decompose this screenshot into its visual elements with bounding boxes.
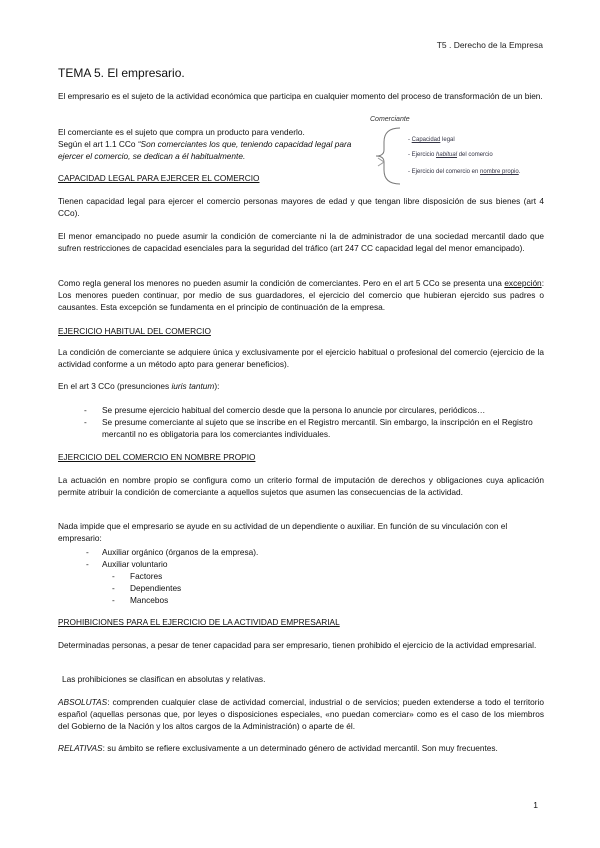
sec4-paragraph-2: Las prohibiciones se clasifican en absolutas y relativas. bbox=[62, 674, 266, 684]
p3-text-b: : Los menores pueden continuar, por medio de sus guardadores, el ejercicio del comercio que hubieran ejercido sus padres o causantes. Esta excepción se fundamenta en el principio de continuación de la empresa. bbox=[58, 278, 544, 312]
page-title: TEMA 5. El empresario. bbox=[58, 66, 185, 80]
dependientes: Dependientes bbox=[130, 583, 182, 593]
auxiliar-item-2: - Auxiliar voluntario bbox=[86, 559, 168, 569]
diagram-item-nombre-propio: - Ejercicio del comercio en nombre propio. bbox=[408, 169, 521, 175]
p3-text-a: Como regla general los menores no pueden asumir la condición de comerciantes. Pero en el art 5 CCo se presenta una bbox=[58, 278, 505, 288]
section-heading-habitual: EJERCICIO HABITUAL DEL COMERCIO bbox=[58, 326, 211, 336]
diagram-item-habitual: - Ejercicio habitual del comercio bbox=[408, 152, 493, 158]
subitem-3: - Mancebos bbox=[112, 595, 169, 605]
diagram-title: Comerciante bbox=[370, 116, 410, 123]
auxiliar-voluntario: Auxiliar voluntario bbox=[102, 559, 168, 569]
section-heading-capacidad: CAPACIDAD LEGAL PARA EJERCER EL COMERCIO bbox=[58, 173, 260, 183]
article-ref: Según el art 1.1 CCo bbox=[58, 139, 138, 149]
sec4-paragraph-1: Determinadas personas, a pesar de tener capacidad para ser empresario, tienen prohibido el ejercicio de la actividad empresarial. bbox=[58, 640, 537, 650]
factores: Factores bbox=[130, 571, 163, 581]
bullet-2: - Se presume comerciante al sujeto que se inscribe en el Registro mercantil. Sin embargo, la inscripción en el Registro mercantil no es obligatoria para los comerciantes individuales. bbox=[84, 416, 544, 440]
relativas-text: : su ámbito se refiere exclusivamente a un determinado género de actividad mercantil. Son muy frecuentes. bbox=[102, 743, 498, 753]
sec2-paragraph-1: La condición de comerciante se adquiere única y exclusivamente por el ejercicio habitual o profesional del comercio (ejercicio de la actividad conforme a un método apto para generar beneficios). bbox=[58, 347, 544, 369]
section-heading-nombre-propio: EJERCICIO DEL COMERCIO EN NOMBRE PROPIO bbox=[58, 452, 256, 462]
article-quote: “Son comerciantes los que, teniendo capacidad legal para ejercer el comercio, se dedican a él habitualmente. bbox=[58, 139, 352, 161]
sec4-relativas bbox=[58, 742, 544, 754]
p3-excepcion: excepción bbox=[504, 278, 542, 288]
relativas-label: RELATIVAS bbox=[58, 743, 103, 753]
p2-text-a: En el art 3 CCo (presunciones bbox=[58, 381, 172, 391]
mancebos: Mancebos bbox=[130, 595, 169, 605]
auxiliar-item-1: - Auxiliar orgánico (órganos de la empresa). bbox=[86, 547, 259, 557]
sec4-absolutas bbox=[58, 696, 544, 732]
subitem-2: - Dependientes bbox=[112, 583, 182, 593]
sec1-paragraph-1: Tienen capacidad legal para ejercer el comercio personas mayores de edad y que tengan libre disposición de sus bienes (art 4 CCo). bbox=[58, 196, 544, 218]
p2-text-b: ): bbox=[214, 381, 220, 391]
iuris-tantum: iuris tantum bbox=[171, 381, 215, 391]
bullet-1-text: Se presume ejercicio habitual del comercio desde que la persona lo anuncie por circulares, periódicos… bbox=[102, 405, 486, 415]
sec1-paragraph-3 bbox=[58, 277, 544, 313]
bullet-2-text: Se presume comerciante al sujeto que se inscribe en el Registro mercantil. Sin embargo, la inscripción en el Registro mercantil no es obligatoria para los comerciantes individuales. bbox=[102, 417, 533, 439]
comerciante-article bbox=[58, 138, 368, 162]
bullet-1: - Se presume ejercicio habitual del comercio desde que la persona lo anuncie por circulares, periódicos… bbox=[84, 404, 544, 416]
diagram-item-capacidad: - Capacidad legal bbox=[408, 137, 455, 143]
comerciante-definition: El comerciante es el sujeto que compra un producto para venderlo. bbox=[58, 127, 305, 137]
sec2-paragraph-2 bbox=[58, 380, 544, 392]
sec1-paragraph-2: El menor emancipado no puede asumir la condición de comerciante ni la de administrador de una sociedad mercantil dado que sufren restricciones de capacidad esenciales para la seguridad del tráfico (art 247 CC capacidad legal del menor emancipado). bbox=[58, 231, 544, 253]
sec3-paragraph-1: La actuación en nombre propio se configura como un criterio formal de imputación de derechos y obligaciones cuya aplicación permite atribuir la condición de comerciante a aquellos sujetos que asumen las consecuencias de la actividad. bbox=[58, 475, 544, 497]
subitem-1: - Factores bbox=[112, 571, 163, 581]
auxiliar-organico: Auxiliar orgánico (órganos de la empresa). bbox=[102, 547, 259, 557]
running-header: T5 . Derecho de la Empresa bbox=[436, 40, 543, 50]
page-number: 1 bbox=[533, 800, 538, 810]
section-heading-prohibiciones: PROHIBICIONES PARA EL EJERCICIO DE LA ACTIVIDAD EMPRESARIAL bbox=[58, 617, 340, 627]
intro-paragraph: El empresario es el sujeto de la actividad económica que participa en cualquier momento del proceso de transformación de un bien. bbox=[58, 91, 543, 101]
sec3-paragraph-2: Nada impide que el empresario se ayude en su actividad de un dependiente o auxiliar. En función de su vinculación con el empresario: bbox=[58, 521, 508, 543]
absolutas-label: ABSOLUTAS bbox=[58, 697, 108, 707]
absolutas-text: : comprenden cualquier clase de actividad comercial, industrial o de servicios; pueden extenderse a todo el territorio español (aquellas personas que, por leyes o disposiciones especiales, «no puedan comerciar» como es el caso de los miembros del Gobierno de la Nación y los altos cargos de la Administración) o aparte de él. bbox=[58, 697, 544, 731]
